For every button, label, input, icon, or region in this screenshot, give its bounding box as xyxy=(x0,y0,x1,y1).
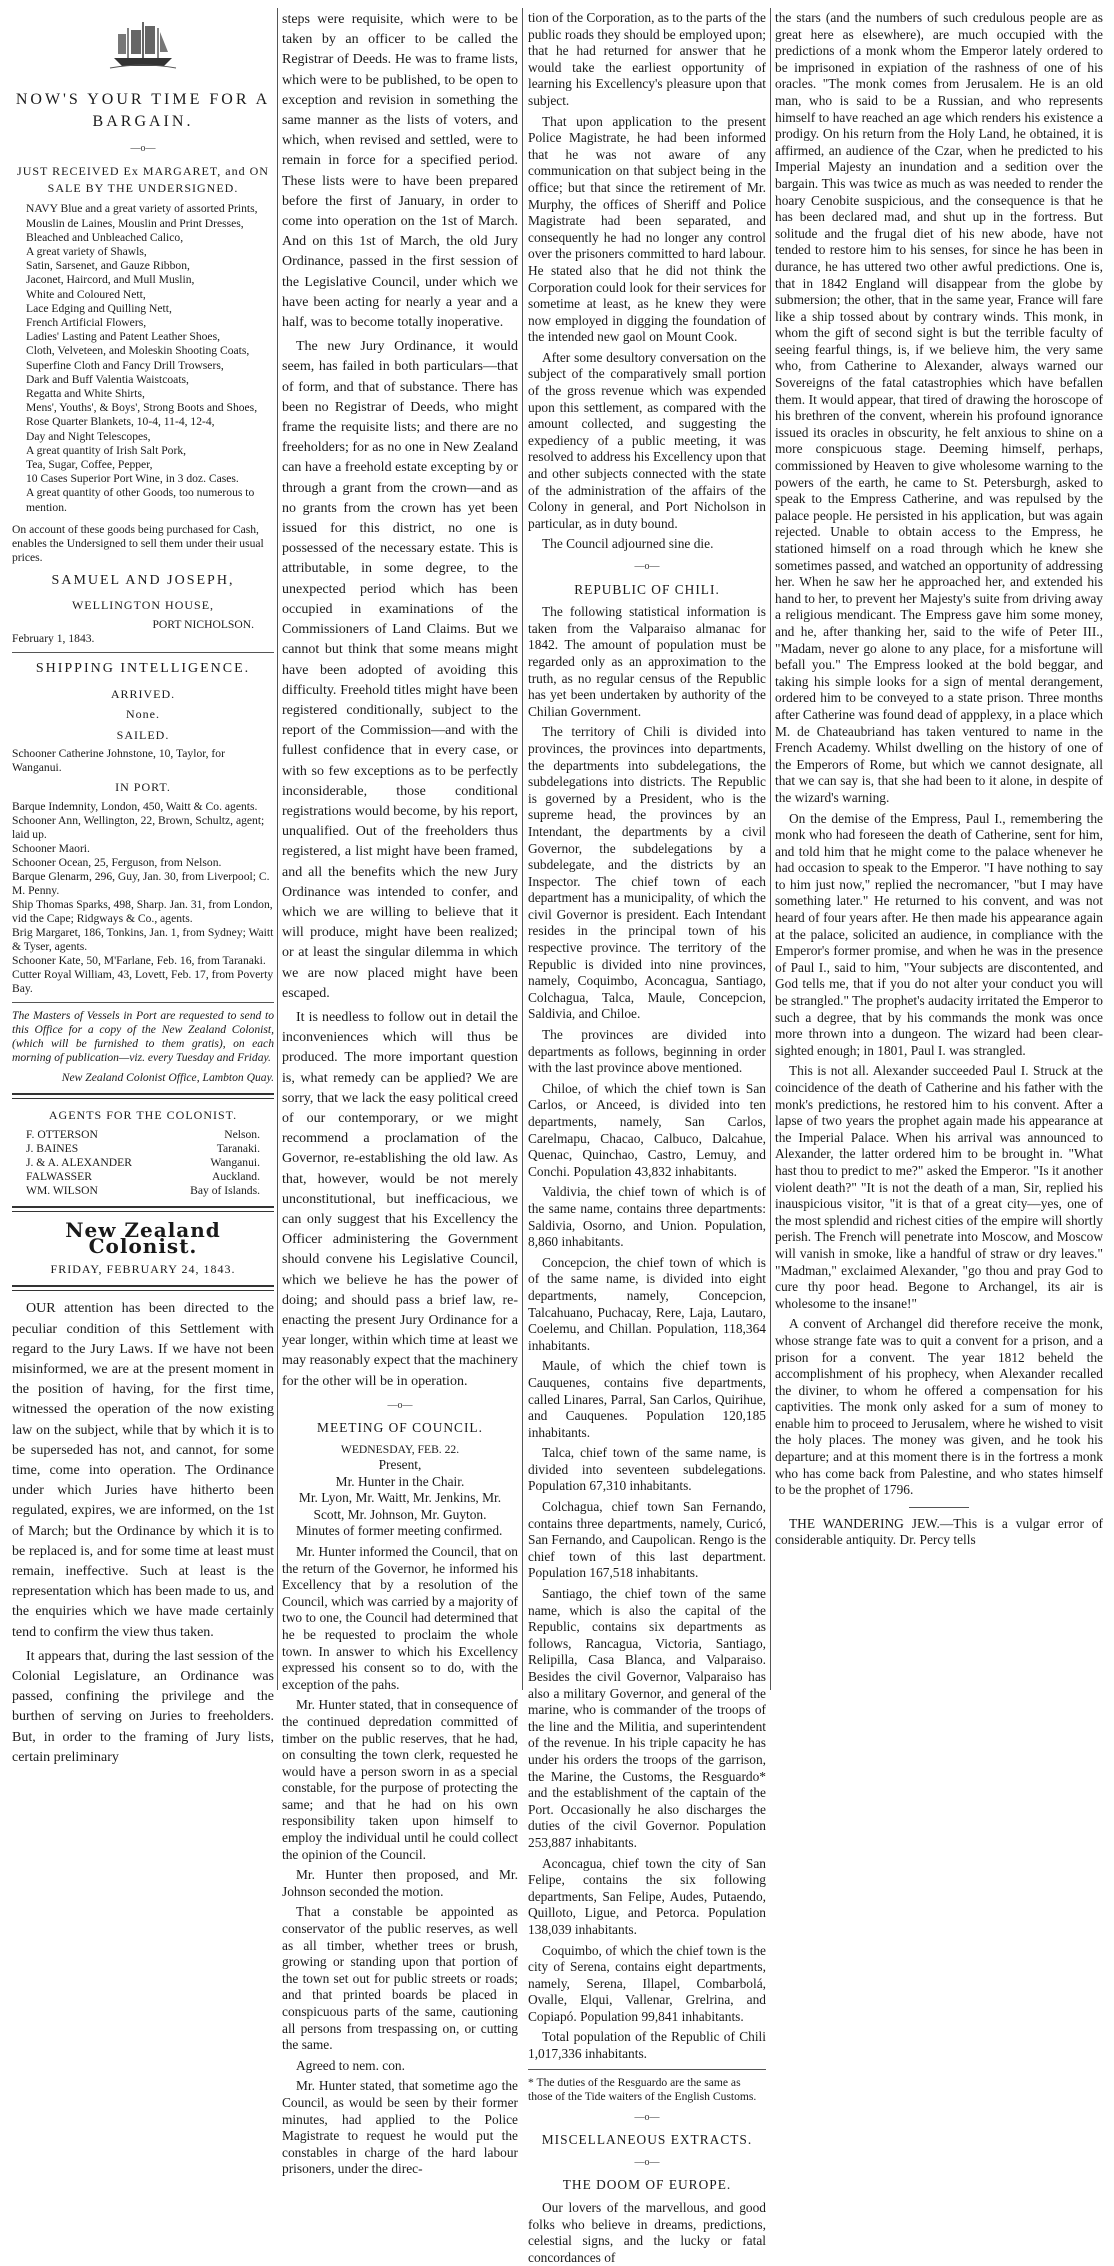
list-item: Mens', Youths', & Boys', Strong Boots and Shoes, xyxy=(26,401,258,415)
paragraph: Valdivia, the chief town of which is of the same name, contains three departments: Saldivia, Osorno, and Union. Population, 8,860 inhabitants. xyxy=(528,1184,766,1250)
paragraph: The following statistical information is taken from the Valparaiso almanac for 1842. The amount of population must be regarded only as an approximation to the truth, as no regular census of the Republic has yet been undertaken by authority of the Chilian Government. xyxy=(528,604,766,719)
arrived-title: ARRIVED. xyxy=(110,686,176,701)
members-line: Mr. Lyon, Mr. Waitt, Mr. Jenkins, Mr. Scott, Mr. Johnson, Mr. Guyton. xyxy=(298,1490,502,1522)
place: PORT NICHOLSON. xyxy=(152,618,254,632)
list-item: A great quantity of Irish Salt Pork, xyxy=(26,443,187,457)
list-item: Superfine Cloth and Fancy Drill Trowsers, xyxy=(26,358,224,372)
paragraph: It appears that, during the last session of the Colonial Legislature, an Ordinance was passed, confining the privilege and the burthen of serving on Juries to freeholders. But, in order to the framing of Jury lists, certain preliminary xyxy=(12,1648,274,1765)
list-item: Schooner Maori. xyxy=(12,842,90,855)
arrived-none: None. xyxy=(126,707,160,722)
list-item: Day and Night Telescopes, xyxy=(26,429,151,443)
dateline: FRIDAY, FEBRUARY 24, 1843. xyxy=(50,1261,236,1276)
column-1 xyxy=(12,10,274,1765)
list-item: Rose Quarter Blankets, 10-4, 11-4, 12-4, xyxy=(26,415,215,429)
paragraph: steps were requisite, which were to be taken by an officer to be called the Registrar of Deeds. He was to frame lists, which were to be published, to be open to exception and revision in something the same manner as the lists of voters, and which, when revised and settled, were to remain in force for a specified period. These lists were to have been prepared before the first of January, in order to come into operation on the 1st of March. And on this 1st of March, the old Jury Ordinance, passed in the first session of the Legislative Council, under which we have been acting for nearly a year and a half, was to become totally inoperative. xyxy=(282,12,518,331)
council-date: WEDNESDAY, FEB. 22. xyxy=(340,1443,460,1456)
paragraph: Our lovers of the marvellous, and good folks who believe in dreams, predictions, celestial signs, and the lucky or fatal concordances of xyxy=(528,2200,766,2265)
paragraph: Agreed to nem. con. xyxy=(296,2057,405,2073)
council-title: MEETING OF COUNCIL. xyxy=(317,1420,483,1436)
list-item: Dark and Buff Valentia Waistcoats, xyxy=(26,372,189,386)
house-name: WELLINGTON HOUSE, xyxy=(71,598,215,613)
agents-list xyxy=(12,1128,274,1198)
office-address: New Zealand Colonist Office, Lambton Quay. xyxy=(61,1071,274,1084)
agent-row: FALWASSER Auckland. xyxy=(26,1169,260,1183)
list-item: Satin, Sarsenet, and Gauze Ribbon, xyxy=(26,259,190,273)
ship-illustration-icon xyxy=(12,16,274,77)
separator: —o— xyxy=(634,561,660,572)
paragraph: After some desultory conversation on the subject of the comparatively small portion of the gross revenue which was expended upon this settlement, as compared with the amount collected, and suggesting the expediency of a public meeting, it was resolved to address his Excellency upon that and other subjects connected with the state of the administration of the affairs of the Colony in general, and Port Nicholson in particular, as in duty bound. xyxy=(528,349,766,531)
in-port-list xyxy=(12,800,274,996)
paragraph: the stars (and the numbers of such credulous people are as great here as elsewhere), are much occupied with the predictions of a monk whom the Emperor lately ordered to be imprisoned in expiation of the rashness of one of his oracles. "The monk comes from Jerusalem. He is an old man, who is said to be a Russian, and who represents himself to have reached an age which renders his existence a prodigy. On his return from the Holy Land, he obtained, it is affirmed, an audience of the Czar, when he predicted to his Imperial Majesty an inundation and a sedition over the bargain. This was twice as much as was needed to render the hoary Cenobite suspicious, and the consequence is that he has been declared mad, and shut up in the fortress. But solitude and the frugal diet of his new abode, have not tended to restore him to his senses, for since he has been in durance, he has uttered two other awful predictions. One is, that in 1842 England will disappear from the globe by submersion; the other, that in the same year, France will fare like a ship tossed about by contrary winds. This monk, in whom the gift of second sight is but the terrible faculty of seeing fearful things, is, if we believe him, the very same who, from Catherine to Alexander, always warned our Sovereigns of the fatal catastrophies which have befallen them. It would appear, that tired of drawing the horoscope of his brethren of the convent, wherein his profound ignorance issued its oracles in obscurity, he felt anxious to shine on a more conspicuous stage. Deeming himself, perhaps, commissioned by Heaven to give wholesome warning to the powers of the earth, he came to St. Petersburgh, asked to speak to the Empress Catherine, and was repulsed by the palace people. He persisted in his application, but was again rejected. Unable to obtain access to the Empress, he stationed himself on a road through which he knew she sometimes passed, and watched an opportunity of addressing her. When he saw her he approached her, and extended his hand to her, to prevent her Majesty's suite from driving away a religious mendicant. The Empress gave him some money, and he, after thanking her, said to the wife of Peter III., "Madam, never go alone to any place, for a misfortune will befall you." The Empress looked at the bold beggar, and taking his simple looks for a sign of mental derangement, ordered him to be conveyed to a state prison. Three months after Catherine was found dead of appplexy, in a place which M. de Chateaubriand has taken ventured to name in the French Academy. Whilst dwelling on the history of one of the Emperors of Rome, but which we cannot designate, all that we can say is, that she had been to it alone, in despite of the wizard's warning. xyxy=(775,10,1103,805)
paragraph: This is not all. Alexander succeeded Paul I. Struck at the coincidence of the death of Catherine and his father with the monk's predictions, he restored him to his convent. After a lapse of two years the prophet again made his appearance at the Imperial Palace. When his arrival was announced to Alexander, the latter ordered him to be brought in. "What hast thou to predict to me?" asked the Emperor. "Is it another violent death?" "It is not the death of a man, Sir, replied his inauspicious visitor, "it is that of a great city—yes, one of the most splendid and richest cities of the empire will shortly perish. The French will penetrate into Moscow, and Moscow will vanish in smoke, like a handful of straw or dry leaves." "Madman," exclaimed Alexander, "go thou and pray God to cure thy poor head. Begone to Archangel, its air is wholesome to the insane!" xyxy=(775,1063,1103,1311)
separator: —o— xyxy=(634,2111,660,2123)
list-item: Cloth, Velveteen, and Moleskin Shooting Coats, xyxy=(26,344,250,358)
paragraph: Mr. Hunter then proposed, and Mr. Johnson seconded the motion. xyxy=(282,1867,518,1899)
list-item: Bleached and Unbleached Calico, xyxy=(26,230,184,244)
paragraph: Santiago, the chief town of the same name, which is also the capital of the Republic, contains six departments as follows, Rancagua, Victoria, Santiago, Relipilla, Casa Blanca, and Valparaiso. Besides the civil Governor, Valparaiso has also a military Governor, and general of the marine, who is commander of the troops of the line and the Militia, and superintendent of the revenue. In his triple capacity he has under his orders the troops of the garrison, the Marine, the Customs, the Resguardo* and the establishment of the captain of the Port. Occasionally he also discharges the duties of the civil Governor. Population 253,887 inhabitants. xyxy=(528,1586,766,1850)
column-3 xyxy=(528,10,767,2265)
paragraph: That upon application to the present Police Magistrate, he had been informed that he was not aware of any communication on that subject being in the office; but that since the retirement of Mr. Murphy, the offices of Sheriff and Police Magistrate had been separated, and consequently he had no longer any control over the prisoners committed to hard labour. He stated also that he did not think the Corporation could look for their services for sometime at least, as he knew they were now employed in digging the foundation of the intended new gaol on Mount Cook. xyxy=(528,113,766,345)
ad-date: February 1, 1843. xyxy=(12,632,95,646)
list-item: NAVY Blue and a great variety of assorted Prints, xyxy=(26,202,258,216)
paragraph: tion of the Corporation, as to the parts of the public roads they should be employed upon; that he had returned for answer that he would take the earliest opportunity of learning his Excellency's pleasure upon that subject. xyxy=(528,10,767,108)
agent-row: J. BAINES Taranaki. xyxy=(26,1141,260,1155)
list-item: Ladies' Lasting and Patent Leather Shoes, xyxy=(26,330,220,344)
list-item: White and Coloured Nett, xyxy=(26,287,146,301)
paragraph: Chiloe, of which the chief town is San Carlos, or Anceed, is divided into ten departments, namely, San Carlos, Carelmapu, Chacao, Calbuco, Dalcahue, Quenac, Quinchao, Castro, Lemuy, and Conchi. Population 43,832 inhabitants. xyxy=(528,1080,766,1179)
paragraph: The new Jury Ordinance, it would seem, has failed in both particulars—that of form, and that of substance. There has been no Registrar of Deeds, who might frame the requisite lists; and there are no freeholders; for as no one in New Zealand can have a freehold estate excepting by or through a grant from the crown—and as no grants from the crown has yet been issued for this district, no one is possessed of the necessary estate. This is attributable, in some degree, to the unexpected period which has been occupied in examinations of the Commissioners of Land Claims. But we cannot but think that some means might have been adopted of avoiding this difficulty. Freehold titles might have been registered conditionally, subject to the report of the Commission—and with the fullest confidence that in every case, or with so few exceptions as to be perfectly inconsiderable, those conditional registrations would become, by his report, unqualified. Out of the freeholders thus registered, a list might have been framed, and all the benefits which the new Jury Ordinance was intended to confer, and which we are willing to believe that it will produce, might have been realized; or at least the singular dilemma in which we are now placed might have been escaped. xyxy=(282,339,519,1001)
masters-note: The Masters of Vessels in Port are requested to send to this Office for a copy of the New Zealand Colonist, (which will be furnished to them gratis), on each morning of publication—viz. every Tuesday and Friday. xyxy=(12,1009,274,1064)
paragraph: Mr. Hunter stated, that in consequence of the continued depredation committed of timber on the public reserves, that he had, on consulting the town clerk, requested he would have a person sworn in as a special constable, for the purpose of protecting the same; and that he had on his own responsibility taken upon himself to employ the individual until he could collect the opinion of the Council. xyxy=(282,1697,518,1862)
paragraph: Total population of the Republic of Chili 1,017,336 inhabitants. xyxy=(528,2029,766,2062)
paragraph: OUR attention has been directed to the peculiar condition of this Settlement with regard to the Jury Laws. If we have not been misinformed, we are at the present moment in the position of having, for the first time, witnessed the operation of the now existing law on the subject, while that by which it is to be superseded has not, and cannot, for some time, come into operation. The Ordinance under which Juries have hitherto been regulated, expires, we are informed, on the 1st of March; but the Ordinance by which it is to be replaced is, and for some time at least must remain, ineffective. Such at least is the representation which has been made to us, and the enquiries which we have made certainly tend to confirm the view thus taken. xyxy=(12,1301,274,1640)
divider xyxy=(12,1093,274,1099)
list-item: Tea, Sugar, Coffee, Pepper, xyxy=(26,458,153,472)
list-item: A great variety of Shawls, xyxy=(26,244,147,258)
sailed-title: SAILED. xyxy=(116,727,170,742)
chili-title: REPUBLIC OF CHILI. xyxy=(574,581,720,597)
list-item: French Artificial Flowers, xyxy=(26,316,147,329)
list-item: Regatta and White Shirts, xyxy=(26,387,145,401)
cash-note: On account of these goods being purchased for Cash, enables the Undersigned to sell them under their usual prices. xyxy=(12,522,264,564)
separator: —o— xyxy=(634,2156,660,2168)
paragraph: Maule, of which the chief town is Cauquenes, contains five departments, called Linares, Parral, San Carlos, Quirihue, and Cauquenes. Population 120,185 inhabitants. xyxy=(528,1358,766,1440)
editorial-continued xyxy=(282,10,518,1392)
column-rule xyxy=(770,8,771,1690)
present-label: Present, xyxy=(378,1457,422,1472)
paragraph: Aconcagua, chief town the city of San Felipe, contains the six following departments, San Felipe, Audes, Putaendo, Quilloto, Ligue, and Petorca. Population 138,039 inhabitants. xyxy=(528,1855,766,1937)
paragraph: On the demise of the Empress, Paul I., remembering the monk who had foreseen the death of Catherine, sent for him, and told him that he might come to the palace whenever he had occasion to speak to the Emperor. "I have nothing to say to him just now," replied the necromancer, "but I may have something later." He returned to his convent, and was not heard of four years after. He then made his appearance again at the palace, solicited an audience, in compliance with the Emperor's former promise, and when he was in the presence of Paul I., said to him, "Your subjects are discontented, and God tells me, that if you do not alter your conduct you will be strangled." The prophet's audacity irritated the Emperor to such a degree, that by his commands the monk was once more thrown into a dungeon. The wizard had been clear-sighted enough; in 1801, Paul I. was strangled. xyxy=(775,810,1103,1058)
divider xyxy=(12,1285,274,1291)
list-item: A great quantity of other Goods, too numerous to mention. xyxy=(26,486,255,514)
received-line: JUST RECEIVED Ex MARGARET, and ON SALE BY THE UNDERSIGNED. xyxy=(17,164,269,195)
footnote: * The duties of the Resguardo are the same as those of the Tide waiters of the English Customs. xyxy=(528,2075,757,2103)
column-rule xyxy=(277,8,278,1690)
divider xyxy=(528,2069,766,2070)
list-item: Schooner Ocean, 25, Ferguson, from Nelson. xyxy=(12,856,222,869)
doom-title: THE DOOM OF EUROPE. xyxy=(562,2177,732,2193)
separator: —o— xyxy=(387,1399,413,1411)
paragraph: Talca, chief town of the same name, is divided into seventeen subdelegations. Population 67,310 inhabitants. xyxy=(528,1445,766,1494)
list-item: Cutter Royal William, 43, Lovett, Feb. 17, from Poverty Bay. xyxy=(12,968,274,995)
divider xyxy=(12,652,274,653)
paragraph: Minutes of former meeting confirmed. xyxy=(296,1523,503,1539)
divider xyxy=(909,1507,969,1508)
agent-row: F. OTTERSON Nelson. xyxy=(26,1127,260,1141)
paragraph: Colchagua, chief town San Fernando, contains three departments, namely, Curicó, San Fernando, and Caupolican. Rengo is the chief town of this last department. Population 167,518 inhabitants. xyxy=(528,1499,767,1581)
masthead: New Zealand Colonist. xyxy=(65,1217,221,1259)
chair-line: Mr. Hunter in the Chair. xyxy=(335,1473,465,1489)
agent-row: WM. WILSON Bay of Islands. xyxy=(26,1183,260,1197)
list-item: Jaconet, Haircord, and Mull Muslin, xyxy=(26,273,195,287)
paragraph: Mr. Hunter stated, that sometime ago the Council, as would be seen by their former minutes, had applied to the Police Magistrate to request he would put the constables in charge of the hard labour prisoners, under the direc- xyxy=(282,2078,518,2177)
list-item: Schooner Kate, 50, M'Farlane, Feb. 16, from Taranaki. xyxy=(12,954,266,967)
paragraph: That a constable be appointed as conservator of the public reserves, as well as all timber, whether trees or brush, growing or standing upon that portion of the town set out for public streets or roads; and that printed boards be placed in conspicuous parts of the same, cautioning all persons from trespassing on, or cutting the same. xyxy=(282,1904,518,2053)
in-port-title: IN PORT. xyxy=(115,780,171,795)
firm-name: SAMUEL AND JOSEPH, xyxy=(51,572,235,588)
list-item: Barque Glenarm, 296, Guy, Jan. 30, from Liverpool; C. M. Penny. xyxy=(12,870,270,897)
list-item: Lace Edging and Quilling Nett, xyxy=(26,301,172,315)
editorial xyxy=(12,1299,274,1768)
separator: —o— xyxy=(130,142,156,154)
divider xyxy=(12,1002,274,1003)
list-item: Schooner Ann, Wellington, 22, Brown, Schultz, agent; laid up. xyxy=(12,814,265,841)
goods-list xyxy=(26,202,274,514)
list-item: Brig Margaret, 186, Tonkins, Jan. 1, from Sydney; Waitt & Tyser, agents. xyxy=(12,926,274,953)
agent-row: J. & A. ALEXANDER Wanganui. xyxy=(26,1155,260,1169)
paragraph: THE WANDERING JEW.—This is a vulgar error of considerable antiquity. Dr. Percy tells xyxy=(775,1515,1103,1548)
divider xyxy=(12,1206,274,1212)
paragraph: The provinces are divided into departments as follows, beginning in order with the last province above mentioned. xyxy=(528,1027,766,1076)
column-4 xyxy=(775,10,1103,1690)
list-item: Ship Thomas Sparks, 498, Sharp. Jan. 31, from London, vid the Cape; Ridgways & Co., agents. xyxy=(12,898,273,925)
paragraph: It is needless to follow out in detail the inconveniences which will thus be produced. The more important question is, what remedy can be applied? We are sorry, that we lack the easy political creed of our contemporary, or we might recommend a proclamation of the Governor, re-establishing the old law. As that, however, would be not merely unconstitutional, but inefficacious, we can only suggest that his Excellency the Officer administering the Government should convene his Legislative Council, which we believe he has the power of doing; and should pass a brief law, re-enacting the present Jury Ordinance for a year longer, within which time at least we may reasonably expect that the machinery for the other will be in operation. xyxy=(282,1009,518,1389)
column-2 xyxy=(282,10,519,2177)
paragraph: Coquimbo, of which the chief town is the city of Serena, contains eight departments, namely, Serena, Illapel, Combarbolá, Ovalle, Elqui, Vallenar, Grelrina, and Copiapó. Population 99,841 inhabitants. xyxy=(528,1942,766,2024)
paragraph: Mr. Hunter informed the Council, that on the return of the Governor, he informed his Excellency that by a resolution of the Council, which was carried by a majority of two to one, the Council had determined that he be requested to proclaim the whole town. In answer to which his Excellency expressed his consent so to do, with the exception of the pahs. xyxy=(282,1543,518,1692)
paragraph: The Council adjourned sine die. xyxy=(542,536,714,552)
agents-title: AGENTS FOR THE COLONIST. xyxy=(48,1108,238,1122)
ad-headline: NOW'S YOUR TIME FOR A BARGAIN. xyxy=(15,90,271,130)
list-item: Mouslin de Laines, Mouslin and Print Dresses, xyxy=(26,216,244,230)
shipping-title: SHIPPING INTELLIGENCE. xyxy=(35,661,251,677)
paragraph: A convent of Archangel did therefore receive the monk, whose strange fate was to quit a convent for a prison, and a prison for a convent. The year 1812 beheld the accomplishment of his prophecy, when Alexander recalled the diviner, to whom he offered a compensation for his captivities. The monk only asked for a sum of money to enable him to proceed to Jerusalem, where he wished to visit the holy places. The money was given, and he took his departure; and at this moment there is in the fortress a monk who has come back from Palestine, and who states himself to be the prophet of 1796. xyxy=(775,1316,1103,1498)
paragraph: Concepcion, the chief town of which is of the same name, is divided into eight departments, namely, Concepcion, Talcahuano, Puchacay, Rere, Laja, Lautaro, Coelemu, and Chillan. Population, 118,364 inhabitants. xyxy=(528,1254,766,1353)
sailed-entry: Schooner Catherine Johnstone, 10, Taylor, for Wanganui. xyxy=(12,747,225,775)
misc-title: MISCELLANEOUS EXTRACTS. xyxy=(541,2132,753,2148)
list-item: 10 Cases Superior Port Wine, in 3 doz. Cases. xyxy=(26,472,239,486)
list-item: Barque Indemnity, London, 450, Waitt & Co. agents. xyxy=(12,800,258,813)
column-rule xyxy=(522,8,523,1690)
paragraph: The territory of Chili is divided into provinces, the provinces into departments, the departments into subdelegations, the subdelegations into districts. The Republic is governed by a President, who is the supreme head, the provinces by an Intendant, the departments by a civil Governor, the subdelegations by a subdelegate, and the districts by an Inspector. The chief town of each department has a municipality, of which the civil Governor is president. Each Intendant resides in the principal town of his respective province. The territory of the Republic is divided into nine provinces, namely, Coquimbo, Aconcagua, Santiago, Colchagua, Talca, Maule, Concepcion, Saldivia, and Chiloe. xyxy=(528,724,766,1022)
